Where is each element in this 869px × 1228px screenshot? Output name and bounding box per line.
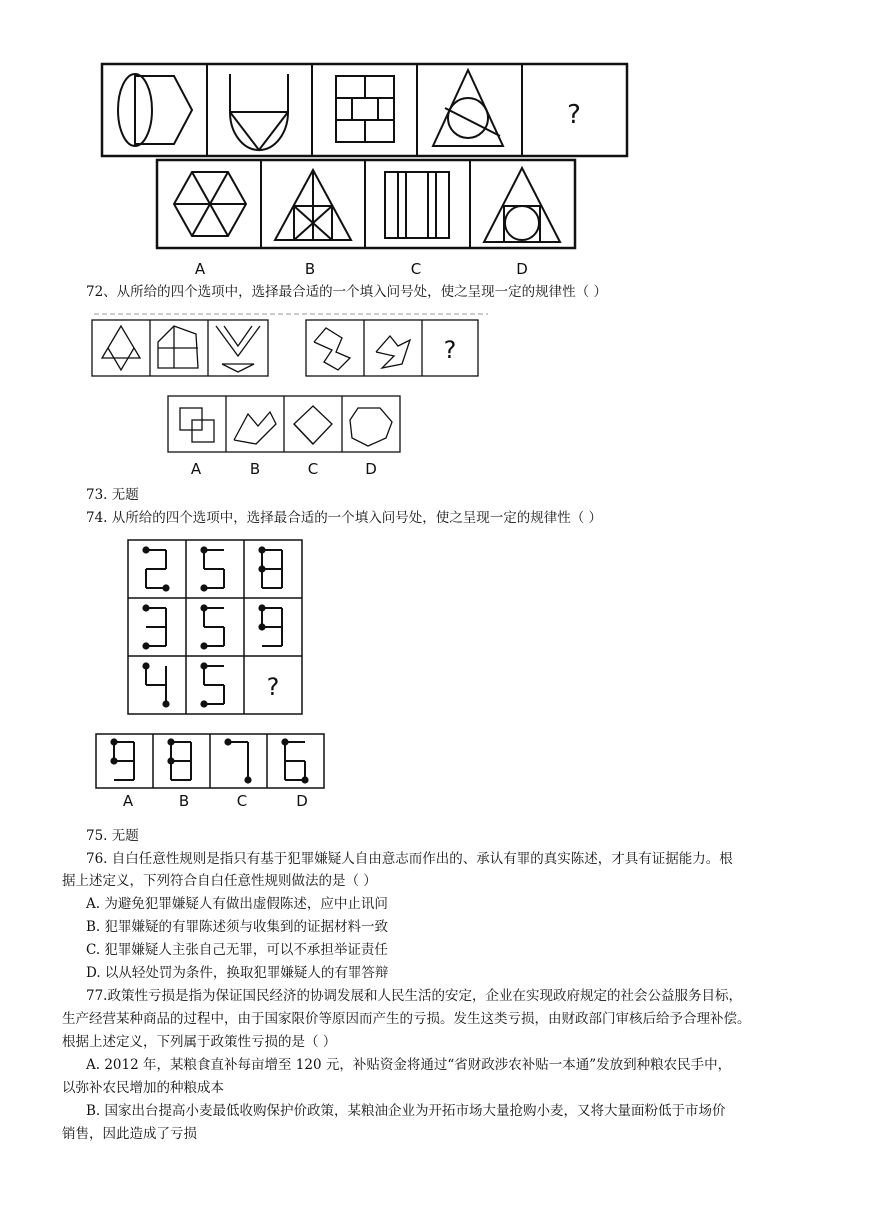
q74-option-digit-1 (168, 739, 191, 780)
q72-figure (88, 312, 488, 480)
q76-option-b: B. 犯罪嫌疑的有罪陈述须与收集到的证据材料一致 (86, 919, 389, 935)
q72-label-c: C (307, 460, 319, 478)
q72-group-1 (92, 320, 268, 376)
q74-label-c: C (236, 792, 248, 810)
q74-question-mark: ? (266, 673, 280, 701)
q77-option-a-line2: 以弥补农民增加的种粮成本 (62, 1080, 224, 1096)
q77-option-b-line2: 销售，因此造成了亏损 (62, 1126, 197, 1142)
q74-grid-digit-0-0 (143, 547, 168, 590)
q72-question-text: 72、从所给的四个选项中，选择最合适的一个填入问号处，使之呈现一定的规律性（ ） (86, 284, 607, 300)
q73-text: 73. 无题 (86, 487, 139, 503)
q74-question-text: 74. 从所给的四个选项中，选择最合适的一个填入问号处，使之呈现一定的规律性（ ） (86, 510, 603, 526)
q71-label-c: C (410, 260, 422, 278)
q71-shape-4 (433, 70, 503, 146)
q72-question-mark: ? (443, 336, 457, 364)
q71-question-mark: ? (567, 100, 581, 130)
q71-sequence-row (102, 64, 627, 156)
q71-figure (100, 60, 635, 285)
q76-stem-line2: 据上述定义，下列符合自白任意性规则做法的是（ ） (62, 873, 377, 889)
q71-label-a: A (194, 260, 206, 278)
q76-block (86, 848, 846, 870)
q72-group-2 (306, 320, 478, 376)
q77-option-b-line1: B. 国家出台提高小麦最低收购保护价政策，某粮油企业为开拓市场大量抢购小麦，又将大量面粉低于市场价 (86, 1103, 726, 1119)
q75-text: 75. 无题 (86, 828, 139, 844)
q72-label-a: A (190, 460, 202, 478)
q71-options-row (157, 160, 575, 248)
q71-shape-1 (118, 74, 192, 146)
q71-option-b-shape (275, 170, 351, 240)
q74-grid-digit-0-2 (259, 547, 282, 588)
q74-figure (92, 536, 352, 811)
q74-grid-digit-2-0 (143, 663, 168, 706)
q71-label-d: D (516, 260, 528, 278)
q71-option-a-shape (174, 172, 246, 236)
q76-option-d: D. 以从轻处罚为条件，换取犯罪嫌疑人的有罪答辩 (86, 965, 389, 981)
q72-label-b: B (249, 460, 261, 478)
q77-option-a-line1: A. 2012 年，某粮食直补每亩增至 120 元，补贴资金将通过“省财政涉农补贴一本通”发放到种粮农民手中， (86, 1057, 732, 1073)
q74-label-b: B (178, 792, 190, 810)
q76-option-a: A. 为避免犯罪嫌疑人有做出虚假陈述，应中止讯问 (86, 896, 388, 912)
q71-label-b: B (304, 260, 316, 278)
q74-grid-digit-1-2 (259, 605, 282, 646)
q74-option-digit-3 (282, 739, 307, 782)
q71-shape-3 (336, 76, 394, 142)
q76-stem-line1: 76. 自白任意性规则是指只有基于犯罪嫌疑人自由意志而作出的、承认有罪的真实陈述，才具有证据能力。根 (86, 851, 733, 867)
q74-label-d: D (296, 792, 308, 810)
q74-option-digit-2 (225, 739, 250, 782)
q72-options-row (168, 396, 400, 452)
q74-grid-digit-2-1 (201, 663, 224, 706)
q74-label-a: A (122, 792, 134, 810)
q74-grid-digit-0-1 (201, 547, 224, 590)
q77-stem-line2: 生产经营某种商品的过程中，由于国家限价等原因而产生的亏损。发生这类亏损，由财政部门审核后给予合理补偿。 (62, 1011, 751, 1027)
q74-grid-digit-1-0 (143, 605, 166, 648)
q71-shape-2 (230, 74, 288, 150)
q74-grid-digit-1-1 (201, 605, 224, 648)
q77-stem-line3: 根据上述定义，下列属于政策性亏损的是（ ） (62, 1034, 337, 1050)
q71-option-d-shape (484, 168, 560, 242)
q72-label-d: D (365, 460, 377, 478)
q76-option-c: C. 犯罪嫌疑人主张自己无罪，可以不承担举证责任 (86, 942, 388, 958)
q71-option-c-shape (385, 172, 449, 238)
q77-stem-line1: 77.政策性亏损是指为保证国民经济的协调发展和人民生活的安定，企业在实现政府规定的社会公益服务目标， (86, 988, 742, 1004)
q74-option-digit-0 (111, 739, 134, 780)
